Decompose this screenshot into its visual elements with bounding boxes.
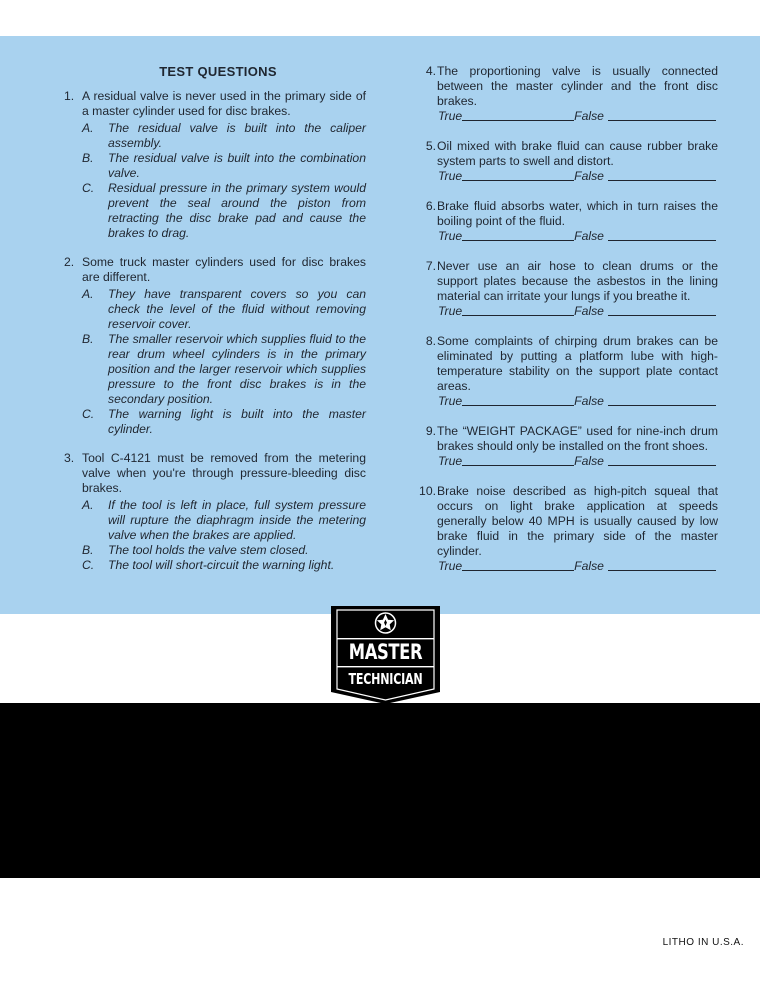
question-number: 6. bbox=[425, 199, 436, 213]
question-text: Never use an air hose to clean drums or the support plates because the asbestos in the lining material can irritate your lungs if you breathe it. bbox=[437, 259, 718, 303]
false-answer-blank[interactable] bbox=[608, 169, 716, 181]
option-text: They have transparent covers so you can check the level of the fluid without removing reservoir cover. bbox=[108, 287, 366, 331]
option-b[interactable] bbox=[82, 151, 366, 181]
option-a[interactable] bbox=[82, 121, 366, 151]
question-number: 10. bbox=[419, 484, 436, 498]
true-label: True bbox=[438, 394, 463, 408]
true-answer-blank[interactable] bbox=[462, 229, 574, 241]
question-number: 4. bbox=[425, 64, 436, 78]
black-band bbox=[0, 703, 760, 878]
true-answer-blank[interactable] bbox=[462, 394, 574, 406]
false-label: False bbox=[574, 229, 604, 243]
question-number: 5. bbox=[425, 139, 436, 153]
master-technician-logo bbox=[331, 606, 440, 706]
option-text: Residual pressure in the primary system would prevent the seal around the piston from retracting the disc brake pad and cause the brakes to drag. bbox=[108, 181, 366, 240]
logo-master-text: MASTER bbox=[348, 640, 423, 664]
true-answer-blank[interactable] bbox=[462, 304, 574, 316]
question-10 bbox=[410, 484, 718, 574]
question-number: 8. bbox=[425, 334, 436, 348]
question-text: The “WEIGHT PACKAGE” used for nine-inch drum brakes should only be installed on the front shoes. bbox=[437, 424, 718, 453]
false-answer-blank[interactable] bbox=[608, 394, 716, 406]
question-5 bbox=[410, 139, 718, 184]
question-3 bbox=[64, 451, 366, 573]
option-text: The tool holds the valve stem closed. bbox=[108, 543, 309, 557]
true-label: True bbox=[438, 304, 463, 318]
true-label: True bbox=[438, 229, 463, 243]
false-answer-blank[interactable] bbox=[608, 304, 716, 316]
question-8 bbox=[410, 334, 718, 409]
option-letter: C. bbox=[82, 558, 95, 572]
option-text: If the tool is left in place, full system pressure will rupture the diaphragm inside the metering valve when the brakes are applied. bbox=[108, 498, 366, 542]
true-label: True bbox=[438, 109, 463, 123]
true-answer-blank[interactable] bbox=[462, 109, 574, 121]
question-number: 1. bbox=[64, 89, 75, 103]
page-title: TEST QUESTIONS bbox=[159, 64, 277, 79]
pentastar-icon bbox=[376, 613, 396, 633]
false-answer-blank[interactable] bbox=[608, 109, 716, 121]
option-c[interactable] bbox=[82, 407, 366, 437]
option-c[interactable] bbox=[82, 181, 366, 241]
option-letter: C. bbox=[82, 181, 95, 195]
question-number: 3. bbox=[64, 451, 75, 465]
option-letter: A. bbox=[82, 121, 94, 135]
question-text: Brake fluid absorbs water, which in turn raises the boiling point of the fluid. bbox=[437, 199, 718, 228]
question-6 bbox=[410, 199, 718, 244]
litho-footer: LITHO IN U.S.A. bbox=[662, 937, 744, 948]
logo-technician-text: TECHNICIAN bbox=[348, 670, 423, 688]
true-label: True bbox=[438, 454, 463, 468]
option-letter: B. bbox=[82, 543, 94, 557]
false-answer-blank[interactable] bbox=[608, 229, 716, 241]
option-a[interactable] bbox=[82, 498, 366, 543]
true-label: True bbox=[438, 559, 463, 573]
option-a[interactable] bbox=[82, 287, 366, 332]
question-text: Oil mixed with brake fluid can cause rubber brake system parts to swell and distort. bbox=[437, 139, 718, 168]
false-label: False bbox=[574, 394, 604, 408]
false-answer-blank[interactable] bbox=[608, 559, 716, 571]
question-text: The proportioning valve is usually connected between the master cylinder and the front disc brakes. bbox=[437, 64, 718, 108]
false-answer-blank[interactable] bbox=[608, 454, 716, 466]
true-answer-blank[interactable] bbox=[462, 169, 574, 181]
option-text: The tool will short-circuit the warning light. bbox=[108, 558, 335, 572]
option-text: The residual valve is built into the caliper assembly. bbox=[108, 121, 366, 150]
question-1 bbox=[64, 89, 366, 241]
option-c[interactable] bbox=[82, 558, 366, 573]
question-number: 2. bbox=[64, 255, 75, 269]
question-2 bbox=[64, 255, 366, 437]
false-label: False bbox=[574, 454, 604, 468]
false-label: False bbox=[574, 559, 604, 573]
question-7 bbox=[410, 259, 718, 319]
true-label: True bbox=[438, 169, 463, 183]
option-b[interactable] bbox=[82, 332, 366, 407]
question-4 bbox=[410, 64, 718, 124]
question-text: Some truck master cylinders used for disc brakes are different. bbox=[82, 255, 366, 284]
question-text: Some complaints of chirping drum brakes can be eliminated by putting a platform lube with high-temperature stability on the support plate contact areas. bbox=[437, 334, 718, 393]
true-answer-blank[interactable] bbox=[462, 559, 574, 571]
question-text: Tool C-4121 must be removed from the metering valve when you're through pressure-bleeding disc brakes. bbox=[82, 451, 366, 495]
false-label: False bbox=[574, 169, 604, 183]
false-label: False bbox=[574, 304, 604, 318]
option-letter: B. bbox=[82, 151, 94, 165]
option-letter: B. bbox=[82, 332, 94, 346]
false-label: False bbox=[574, 109, 604, 123]
right-column bbox=[410, 64, 718, 589]
option-letter: A. bbox=[82, 287, 94, 301]
option-text: The residual valve is built into the combination valve. bbox=[108, 151, 366, 180]
question-9 bbox=[410, 424, 718, 469]
question-text: Brake noise described as high-pitch squeal that occurs on light brake application at speeds generally below 40 MPH is usually caused by low brake fluid in the primary side of the master cylinder. bbox=[437, 484, 718, 558]
question-number: 7. bbox=[425, 259, 436, 273]
option-letter: A. bbox=[82, 498, 94, 512]
option-letter: C. bbox=[82, 407, 95, 421]
question-number: 9. bbox=[425, 424, 436, 438]
option-text: The smaller reservoir which supplies fluid to the rear drum wheel cylinders is in the primary position and the larger reservoir which supplies pressure to the front disc brakes is in the secondary position. bbox=[108, 332, 366, 406]
true-answer-blank[interactable] bbox=[462, 454, 574, 466]
left-column bbox=[64, 64, 366, 587]
option-b[interactable] bbox=[82, 543, 366, 558]
option-text: The warning light is built into the master cylinder. bbox=[108, 407, 366, 436]
question-text: A residual valve is never used in the primary side of a master cylinder used for disc brakes. bbox=[82, 89, 366, 118]
